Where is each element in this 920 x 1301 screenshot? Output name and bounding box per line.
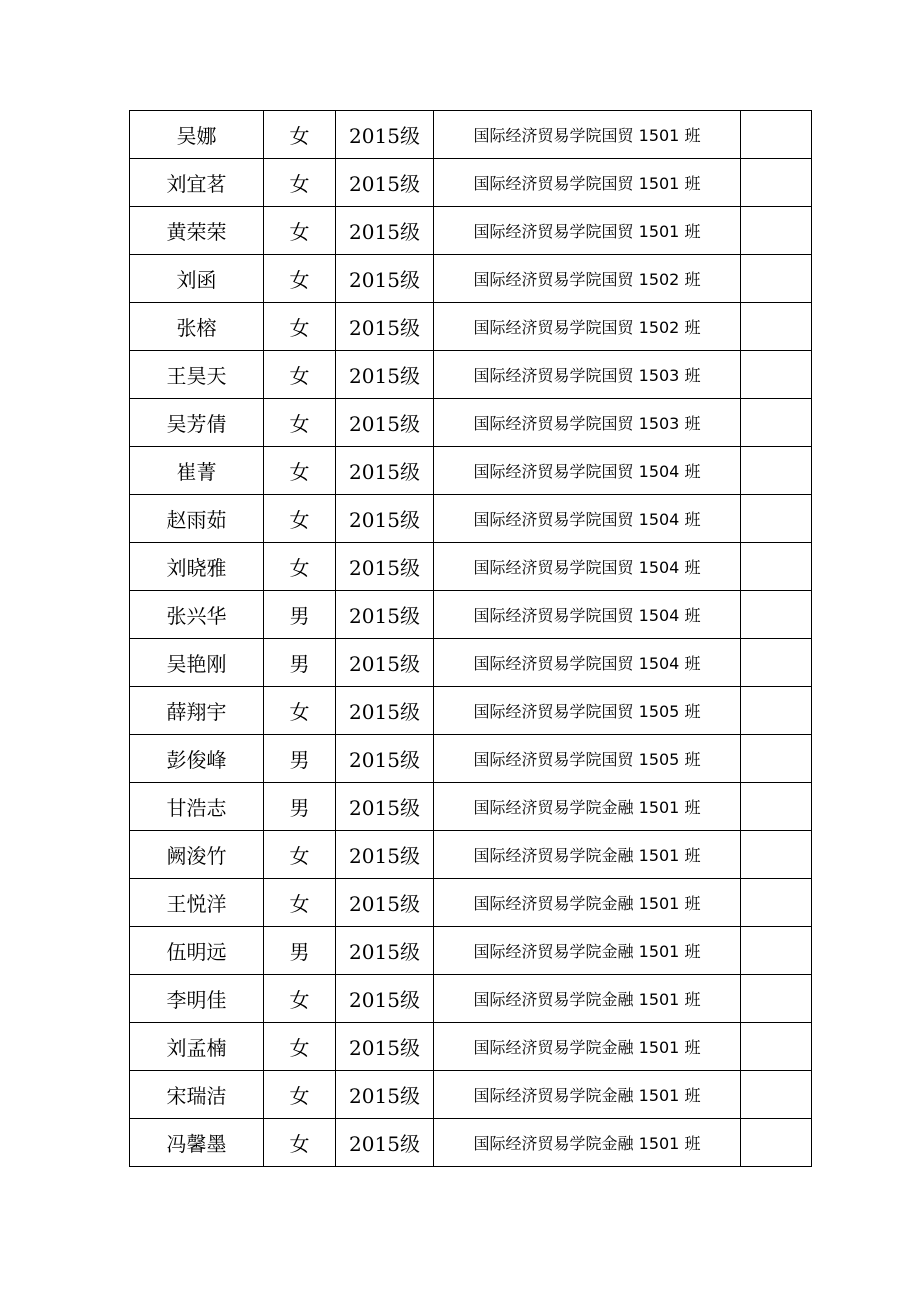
student-name-cell: 刘晓雅	[130, 543, 264, 591]
note-cell	[741, 495, 812, 543]
student-name-cell: 吴艳刚	[130, 639, 264, 687]
grade-cell: 2015级	[336, 1071, 434, 1119]
grade-cell: 2015级	[336, 1023, 434, 1071]
student-name-cell: 甘浩志	[130, 783, 264, 831]
table-row	[130, 351, 812, 399]
note-cell	[741, 1071, 812, 1119]
grade-cell: 2015级	[336, 687, 434, 735]
grade-cell: 2015级	[336, 351, 434, 399]
table-row	[130, 207, 812, 255]
class-cell: 国际经济贸易学院国贸 1504 班	[434, 495, 741, 543]
table-row	[130, 783, 812, 831]
table-row	[130, 255, 812, 303]
note-cell	[741, 687, 812, 735]
class-cell: 国际经济贸易学院国贸 1501 班	[434, 207, 741, 255]
gender-cell: 女	[264, 111, 336, 159]
table-row	[130, 447, 812, 495]
table-row	[130, 495, 812, 543]
student-roster-table	[129, 110, 812, 1167]
grade-cell: 2015级	[336, 543, 434, 591]
table-row	[130, 1119, 812, 1167]
note-cell	[741, 927, 812, 975]
class-cell: 国际经济贸易学院国贸 1504 班	[434, 639, 741, 687]
table-row	[130, 975, 812, 1023]
gender-cell: 女	[264, 1023, 336, 1071]
gender-cell: 女	[264, 831, 336, 879]
class-cell: 国际经济贸易学院金融 1501 班	[434, 1071, 741, 1119]
note-cell	[741, 351, 812, 399]
table-row	[130, 159, 812, 207]
gender-cell: 女	[264, 303, 336, 351]
student-name-cell: 李明佳	[130, 975, 264, 1023]
class-cell: 国际经济贸易学院国贸 1504 班	[434, 447, 741, 495]
class-cell: 国际经济贸易学院金融 1501 班	[434, 975, 741, 1023]
student-name-cell: 薛翔宇	[130, 687, 264, 735]
gender-cell: 女	[264, 351, 336, 399]
note-cell	[741, 255, 812, 303]
class-cell: 国际经济贸易学院金融 1501 班	[434, 783, 741, 831]
grade-cell: 2015级	[336, 1119, 434, 1167]
note-cell	[741, 1023, 812, 1071]
class-cell: 国际经济贸易学院金融 1501 班	[434, 831, 741, 879]
table-row	[130, 543, 812, 591]
class-cell: 国际经济贸易学院国贸 1503 班	[434, 351, 741, 399]
note-cell	[741, 543, 812, 591]
student-name-cell: 赵雨茹	[130, 495, 264, 543]
note-cell	[741, 639, 812, 687]
note-cell	[741, 303, 812, 351]
class-cell: 国际经济贸易学院国贸 1502 班	[434, 303, 741, 351]
roster-body	[130, 111, 812, 1167]
note-cell	[741, 735, 812, 783]
gender-cell: 女	[264, 399, 336, 447]
gender-cell: 女	[264, 975, 336, 1023]
class-cell: 国际经济贸易学院国贸 1505 班	[434, 735, 741, 783]
class-cell: 国际经济贸易学院国贸 1504 班	[434, 591, 741, 639]
table-row	[130, 1071, 812, 1119]
table-row	[130, 927, 812, 975]
student-name-cell: 宋瑞洁	[130, 1071, 264, 1119]
note-cell	[741, 831, 812, 879]
gender-cell: 女	[264, 207, 336, 255]
student-name-cell: 吴娜	[130, 111, 264, 159]
student-name-cell: 彭俊峰	[130, 735, 264, 783]
gender-cell: 女	[264, 255, 336, 303]
student-name-cell: 吴芳倩	[130, 399, 264, 447]
student-name-cell: 阙浚竹	[130, 831, 264, 879]
grade-cell: 2015级	[336, 495, 434, 543]
grade-cell: 2015级	[336, 879, 434, 927]
grade-cell: 2015级	[336, 927, 434, 975]
grade-cell: 2015级	[336, 255, 434, 303]
class-cell: 国际经济贸易学院金融 1501 班	[434, 1023, 741, 1071]
grade-cell: 2015级	[336, 111, 434, 159]
student-name-cell: 刘孟楠	[130, 1023, 264, 1071]
grade-cell: 2015级	[336, 447, 434, 495]
student-name-cell: 王昊天	[130, 351, 264, 399]
note-cell	[741, 783, 812, 831]
note-cell	[741, 591, 812, 639]
grade-cell: 2015级	[336, 831, 434, 879]
gender-cell: 女	[264, 447, 336, 495]
gender-cell: 男	[264, 927, 336, 975]
grade-cell: 2015级	[336, 207, 434, 255]
note-cell	[741, 975, 812, 1023]
table-row	[130, 831, 812, 879]
grade-cell: 2015级	[336, 591, 434, 639]
grade-cell: 2015级	[336, 399, 434, 447]
gender-cell: 男	[264, 591, 336, 639]
class-cell: 国际经济贸易学院国贸 1505 班	[434, 687, 741, 735]
note-cell	[741, 111, 812, 159]
student-name-cell: 伍明远	[130, 927, 264, 975]
table-row	[130, 639, 812, 687]
note-cell	[741, 399, 812, 447]
gender-cell: 女	[264, 159, 336, 207]
gender-cell: 女	[264, 1119, 336, 1167]
student-name-cell: 崔菁	[130, 447, 264, 495]
note-cell	[741, 879, 812, 927]
student-name-cell: 黄荣荣	[130, 207, 264, 255]
gender-cell: 女	[264, 879, 336, 927]
class-cell: 国际经济贸易学院国贸 1502 班	[434, 255, 741, 303]
table-row	[130, 399, 812, 447]
class-cell: 国际经济贸易学院国贸 1503 班	[434, 399, 741, 447]
table-row	[130, 303, 812, 351]
gender-cell: 女	[264, 687, 336, 735]
gender-cell: 女	[264, 495, 336, 543]
note-cell	[741, 1119, 812, 1167]
student-name-cell: 冯馨墨	[130, 1119, 264, 1167]
gender-cell: 女	[264, 543, 336, 591]
grade-cell: 2015级	[336, 303, 434, 351]
grade-cell: 2015级	[336, 639, 434, 687]
note-cell	[741, 447, 812, 495]
student-name-cell: 刘函	[130, 255, 264, 303]
gender-cell: 男	[264, 735, 336, 783]
class-cell: 国际经济贸易学院金融 1501 班	[434, 879, 741, 927]
grade-cell: 2015级	[336, 159, 434, 207]
student-name-cell: 张榕	[130, 303, 264, 351]
table-row	[130, 879, 812, 927]
table-row	[130, 735, 812, 783]
class-cell: 国际经济贸易学院金融 1501 班	[434, 927, 741, 975]
class-cell: 国际经济贸易学院国贸 1504 班	[434, 543, 741, 591]
gender-cell: 男	[264, 639, 336, 687]
note-cell	[741, 159, 812, 207]
note-cell	[741, 207, 812, 255]
grade-cell: 2015级	[336, 735, 434, 783]
table-row	[130, 591, 812, 639]
student-name-cell: 张兴华	[130, 591, 264, 639]
grade-cell: 2015级	[336, 975, 434, 1023]
class-cell: 国际经济贸易学院金融 1501 班	[434, 1119, 741, 1167]
student-name-cell: 王悦洋	[130, 879, 264, 927]
class-cell: 国际经济贸易学院国贸 1501 班	[434, 111, 741, 159]
table-row	[130, 1023, 812, 1071]
table-row	[130, 111, 812, 159]
grade-cell: 2015级	[336, 783, 434, 831]
gender-cell: 男	[264, 783, 336, 831]
class-cell: 国际经济贸易学院国贸 1501 班	[434, 159, 741, 207]
student-name-cell: 刘宜茗	[130, 159, 264, 207]
table-row	[130, 687, 812, 735]
gender-cell: 女	[264, 1071, 336, 1119]
